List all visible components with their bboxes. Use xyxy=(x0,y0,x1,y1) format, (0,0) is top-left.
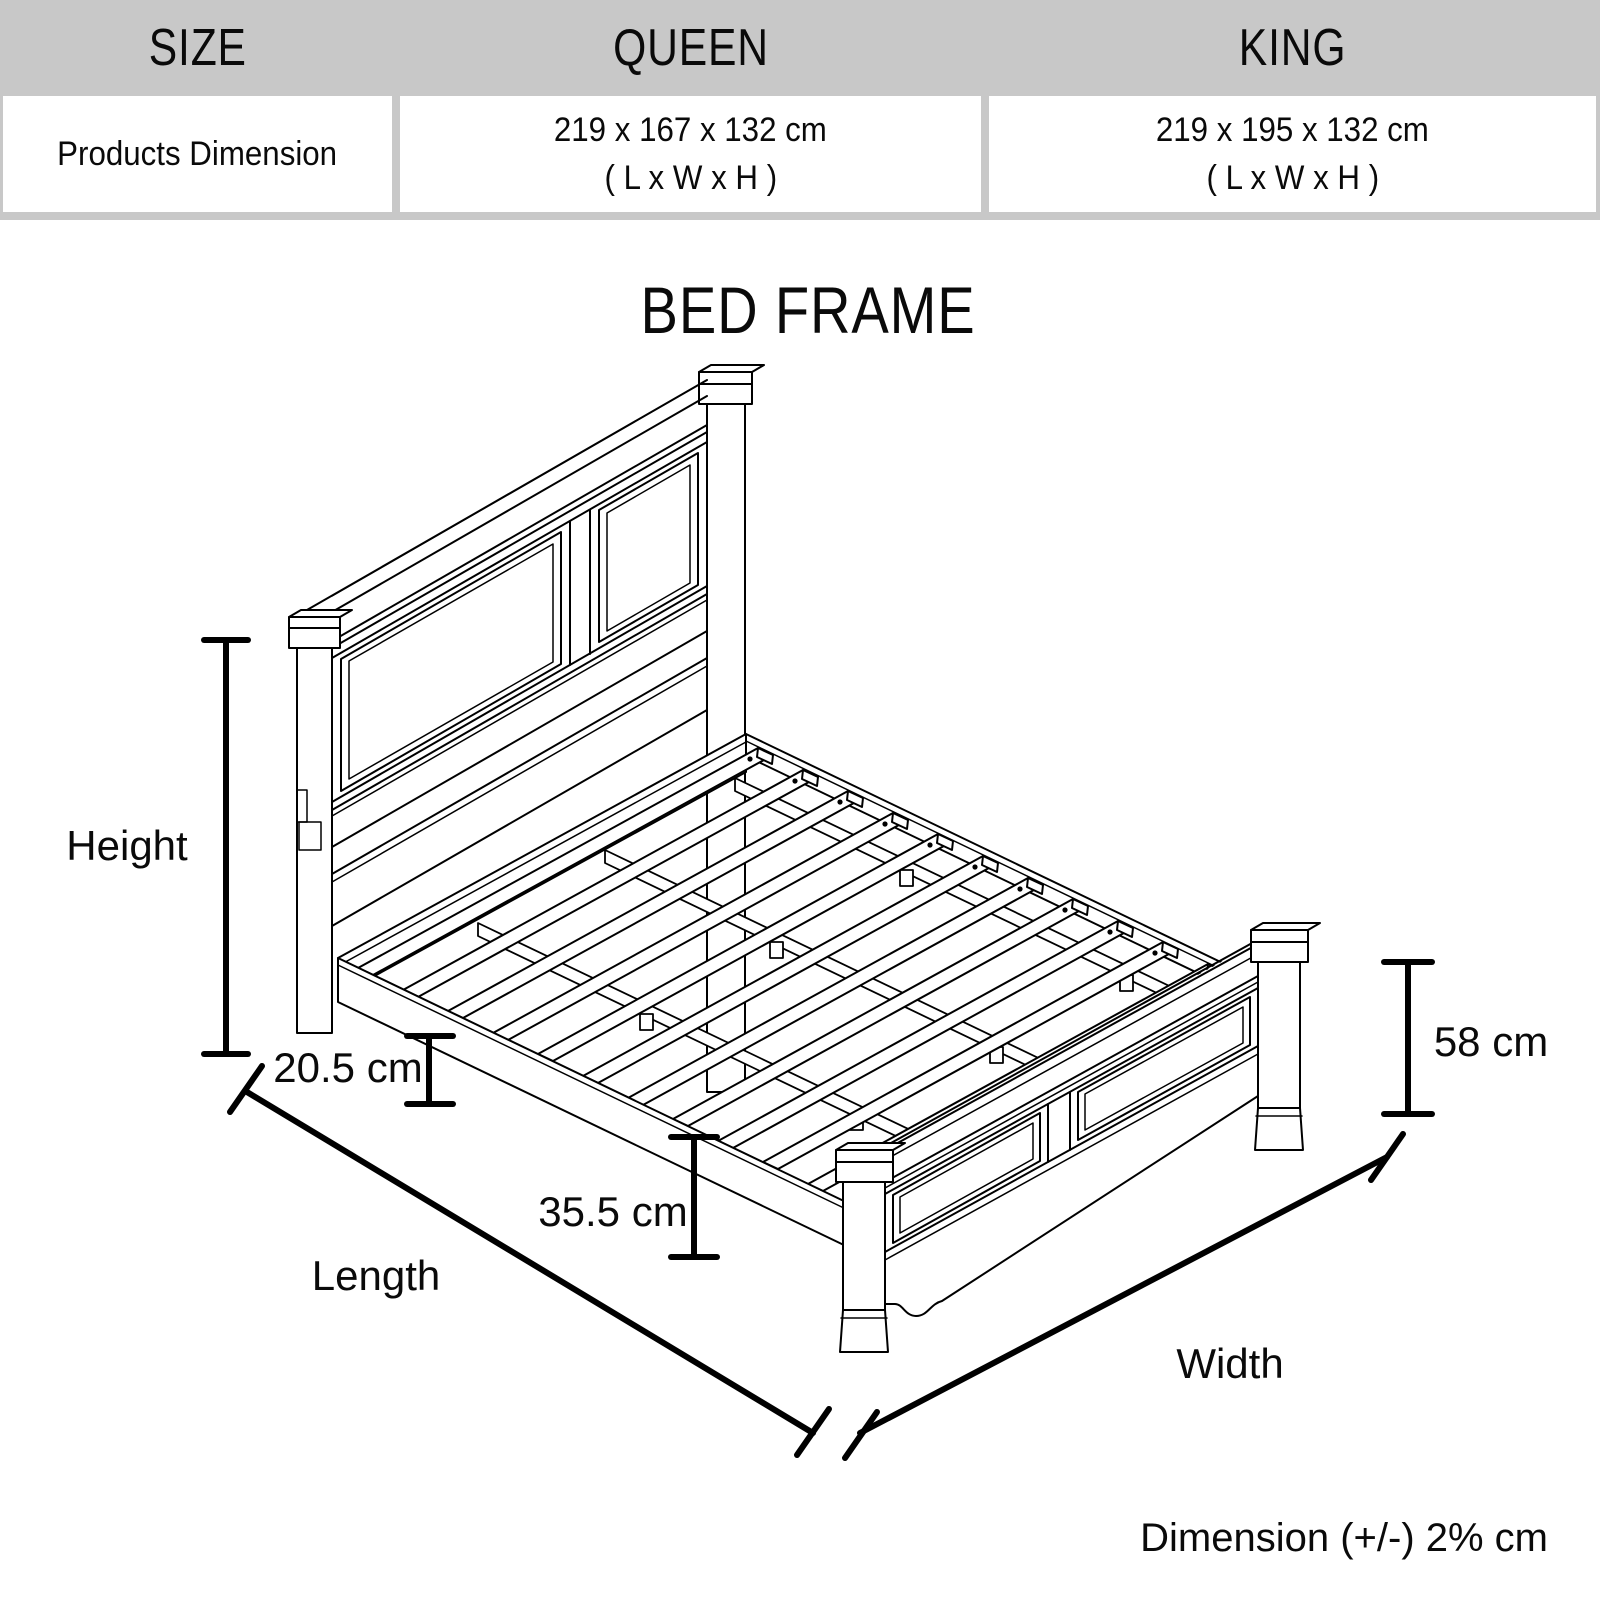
length-label: Length xyxy=(311,1252,441,1299)
table-header-king-label: KING xyxy=(1238,19,1347,77)
queen-axes: ( L x W x H ) xyxy=(604,159,777,197)
height-dimension-line xyxy=(204,640,248,1054)
page-title-text: BED FRAME xyxy=(640,273,976,347)
table-header-size-label: SIZE xyxy=(148,19,247,77)
under-bed-clearance-value: 35.5 cm xyxy=(538,1188,688,1235)
row-label: Products Dimension xyxy=(57,135,338,173)
footboard-dimension-line xyxy=(1384,962,1432,1114)
tolerance-note: Dimension (+/-) 2% cm xyxy=(1140,1516,1548,1560)
width-label: Width xyxy=(1176,1340,1284,1387)
king-dimensions: 219 x 195 x 132 cm xyxy=(1155,111,1430,149)
footboard xyxy=(836,923,1320,1352)
height-label: Height xyxy=(66,822,188,869)
side-rail-height-value: 20.5 cm xyxy=(273,1044,423,1091)
queen-dimensions: 219 x 167 x 132 cm xyxy=(553,111,828,149)
king-axes: ( L x W x H ) xyxy=(1206,159,1379,197)
table-header-queen-label: QUEEN xyxy=(612,19,769,77)
footboard-height-value: 58 cm xyxy=(1433,1018,1549,1065)
